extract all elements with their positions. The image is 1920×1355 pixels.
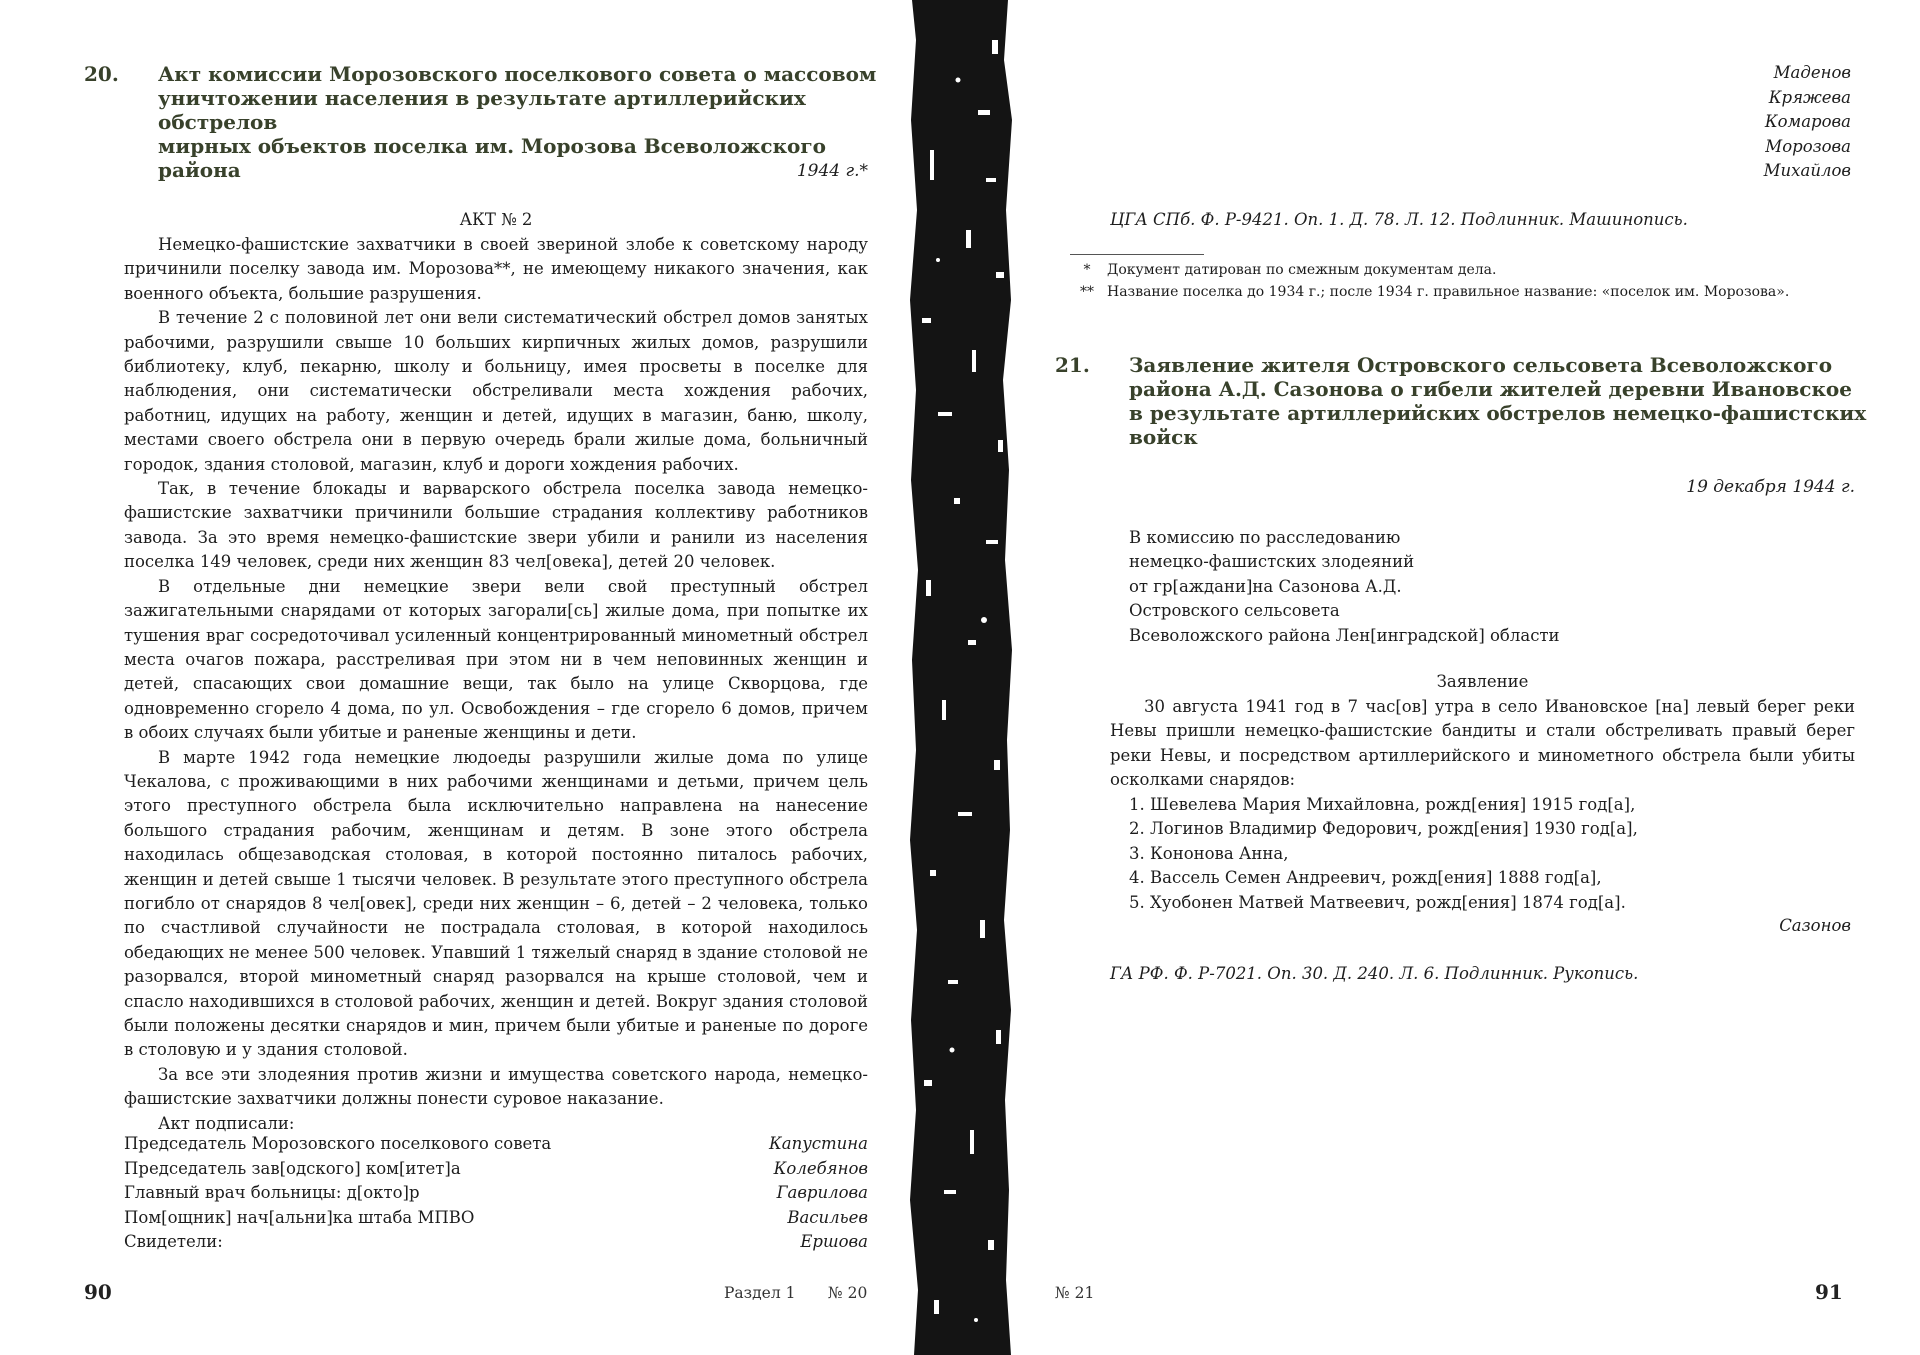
title-line: района А.Д. Сазонова о гибели жителей деревни Ивановское [1129,377,1852,401]
doc-number: 21. [1055,353,1090,377]
left-page [0,0,908,1355]
statement-heading: Заявление [1436,672,1529,691]
signature-row [124,1157,868,1182]
witness-name: Морозова [1765,136,1851,156]
address-line: немецко-фашистских злодеяний [1129,552,1415,572]
signatory-role: Главный врач больницы: д[окто]р [124,1183,420,1202]
signatory-name: Ершова [800,1232,868,1251]
footnote-mark: * [1083,262,1091,278]
footnote-divider [1070,254,1204,255]
footnote [1067,259,1867,281]
spine-texture [908,0,1015,1355]
title-line: Акт комиссии Морозовского поселкового совета о массовом [158,62,877,86]
witness-name: Михайлов [1763,161,1851,180]
paragraph: Акт подписали: [158,1113,295,1133]
signatory-role: Пом[ощник] нач[альни]ка штаба МПВО [124,1207,475,1227]
signature-row [124,1206,868,1231]
address-line: Всеволожского района Лен[инградской] области [1129,625,1560,645]
doc-title [1129,353,1869,449]
victim-list [1129,793,1829,915]
list-item: 4. Вассель Семен Андреевич, рожд[ения] 1888 год[а], [1129,868,1602,888]
signature-row [124,1181,868,1206]
signatory-role: Свидетели: [124,1232,223,1251]
footnote-mark: ** [1080,284,1094,300]
witness-names [1515,61,1851,184]
paragraph: За все эти злодеяния против жизни и имущества советского народа, немецко-фашистские захватчики должны понести суровое наказание. [124,1064,868,1109]
paragraph: Немецко-фашистские захватчики в своей звериной злобе к советскому народу причинили поселку завода им. Морозова**, не имеющему никакого значения, как военного объекта, большие разрушения. [124,235,868,303]
doc-ref: № 20 [828,1284,868,1302]
doc-number: 20. [84,62,119,86]
act-heading: АКТ № 2 [459,210,533,229]
witness-name: Комарова [1764,112,1851,131]
footnote-text: Название поселка до 1934 г.; после 1934 г. правильное название: «поселок им. Морозова». [1107,284,1790,300]
title-line: в результате артиллерийских обстрелов немецко-фашистских [1129,401,1867,425]
list-item: 2. Логинов Владимир Федорович, рожд[ения] 1930 год[а], [1129,819,1638,839]
archive-reference: ЦГА СПб. Ф. Р-9421. Оп. 1. Д. 78. Л. 12. Подлинник. Машинопись. [1110,210,1688,229]
paragraph: В марте 1942 года немецкие людоеды разрушили жилые дома по улице Чекалова, с проживающими в них рабочими женщинами и детьми, причем цель этого преступного обстрела была исключительно направлена на нанесение большого страдания рабочим, женщинам и детям. В зоне этого обстрела находилась общезаводская столовая, в которой постоянно питалось рабочих, женщин и детей свыше 1 тысячи человек. В результате этого преступного обстрела погибло от снарядов 8 чел[овек], среди них женщин – 6, детей – 2 человека, только по счастливой случайности не пострадала столовая, в которой находилось обедающих не менее 500 человек. Упавший 1 тяжелый снаряд в здание столовой не разорвался, второй минометный снаряд разорвался на крыше столовой, чем и спасло находившихся в столовой рабочих, женщин и детей. Вокруг здания столовой были положены десятки снарядов и мин, причем были убитые и раненые по дороге в столовую и у здания столовой. [124,747,868,1060]
archive-reference: ГА РФ. Ф. Р-7021. Оп. 30. Д. 240. Л. 6. Подлинник. Рукопись. [1110,964,1639,983]
list-item: 3. Кононова Анна, [1129,843,1289,863]
page-number: 91 [1815,1280,1843,1304]
page-number: 90 [84,1280,112,1304]
doc-date: 19 декабря 1944 г. [1686,477,1855,497]
doc-date: 1944 г.* [796,161,868,181]
title-line: мирных объектов поселка им. Морозова Всеволожского района [158,134,826,182]
signatory-role: Председатель зав[одского] ком[итет]а [124,1158,461,1178]
signature-row [124,1132,868,1157]
witness-name: Кряжева [1768,87,1851,107]
signature: Сазонов [1779,916,1851,935]
signature-row [124,1230,868,1255]
address-block [1129,526,1829,648]
witness-name: Маденов [1773,63,1851,82]
signatory-name: Гаврилова [776,1183,868,1202]
paragraph: 30 августа 1941 год в 7 час[ов] утра в село Ивановское [на] левый берег реки Невы пришли немецко-фашистские бандиты и стали обстреливать правый берег реки Невы, и посредством артиллерийского и минометного обстрела были убиты осколками снарядов: [1110,697,1855,790]
signatory-name: Капустина [768,1134,868,1153]
address-line: В комиссию по расследованию [1129,528,1401,547]
footnotes [1067,259,1867,303]
act-body [124,233,868,1136]
signature-list [124,1132,868,1255]
paragraph: В отдельные дни немецкие звери вели свой преступный обстрел зажигательными снарядами от которых загорали[сь] жилые дома, при попытке их тушения враг сосредоточивал усиленный концентрированный минометный обстрел места очагов пожара, расстреливая при этом ни в чем неповинных женщин и детей, спасающих свои домашние вещи, так было на улице Скворцова, где одновременно сгорело 4 дома, по ул. Освобождения – где сгорело 6 домов, причем в обоих случаях были убитые и раненые женщины и дети. [124,576,868,743]
address-line: от гр[аждани]на Сазонова А.Д. [1129,576,1402,596]
footnote-text: Документ датирован по смежным документам дела. [1107,262,1497,278]
paragraph: В течение 2 с половиной лет они вели систематический обстрел домов занятых рабочими, разрушили свыше 10 больших кирпичных жилых домов, разрушили библиотеку, клуб, пекарню, школу и больницу, имея просветы в поселке для наблюдения, они систематически обстреливали места хождения рабочих, работниц, идущих на работу, женщин и детей, идущих в магазин, баню, школу, местами своего обстрела они в первую очередь брали жилые дома, больничный городок, здания столовой, магазин, клуб и дороги хождения рабочих. [124,308,868,474]
signatory-name: Васильев [787,1207,868,1227]
title-line: войск [1129,425,1198,449]
list-item: 5. Хуобонен Матвей Матвеевич, рожд[ения] 1874 год[а]. [1129,892,1626,912]
signatory-name: Колебянов [773,1158,868,1178]
list-item: 1. Шевелева Мария Михайловна, рожд[ения] 1915 год[а], [1129,795,1636,814]
statement-body [1110,695,1855,793]
address-line: Островского сельсовета [1129,601,1340,621]
section-label: Раздел 1 [724,1284,796,1302]
paragraph: Так, в течение блокады и варварского обстрела поселка завода немецко-фашистские захватчики причинили большие страдания коллективу работников завода. За это время немецко-фашистские звери убили и ранили из населения поселка 149 человек, среди них женщин 83 чел[овека], детей 20 человек. [124,479,868,572]
doc-ref: № 21 [1055,1284,1095,1302]
title-line: Заявление жителя Островского сельсовета Всеволожского [1129,353,1833,377]
right-page [1015,0,1920,1355]
footnote [1067,281,1867,303]
signatory-role: Председатель Морозовского поселкового совета [124,1134,552,1153]
title-line: уничтожении населения в результате артиллерийских обстрелов [158,86,806,134]
